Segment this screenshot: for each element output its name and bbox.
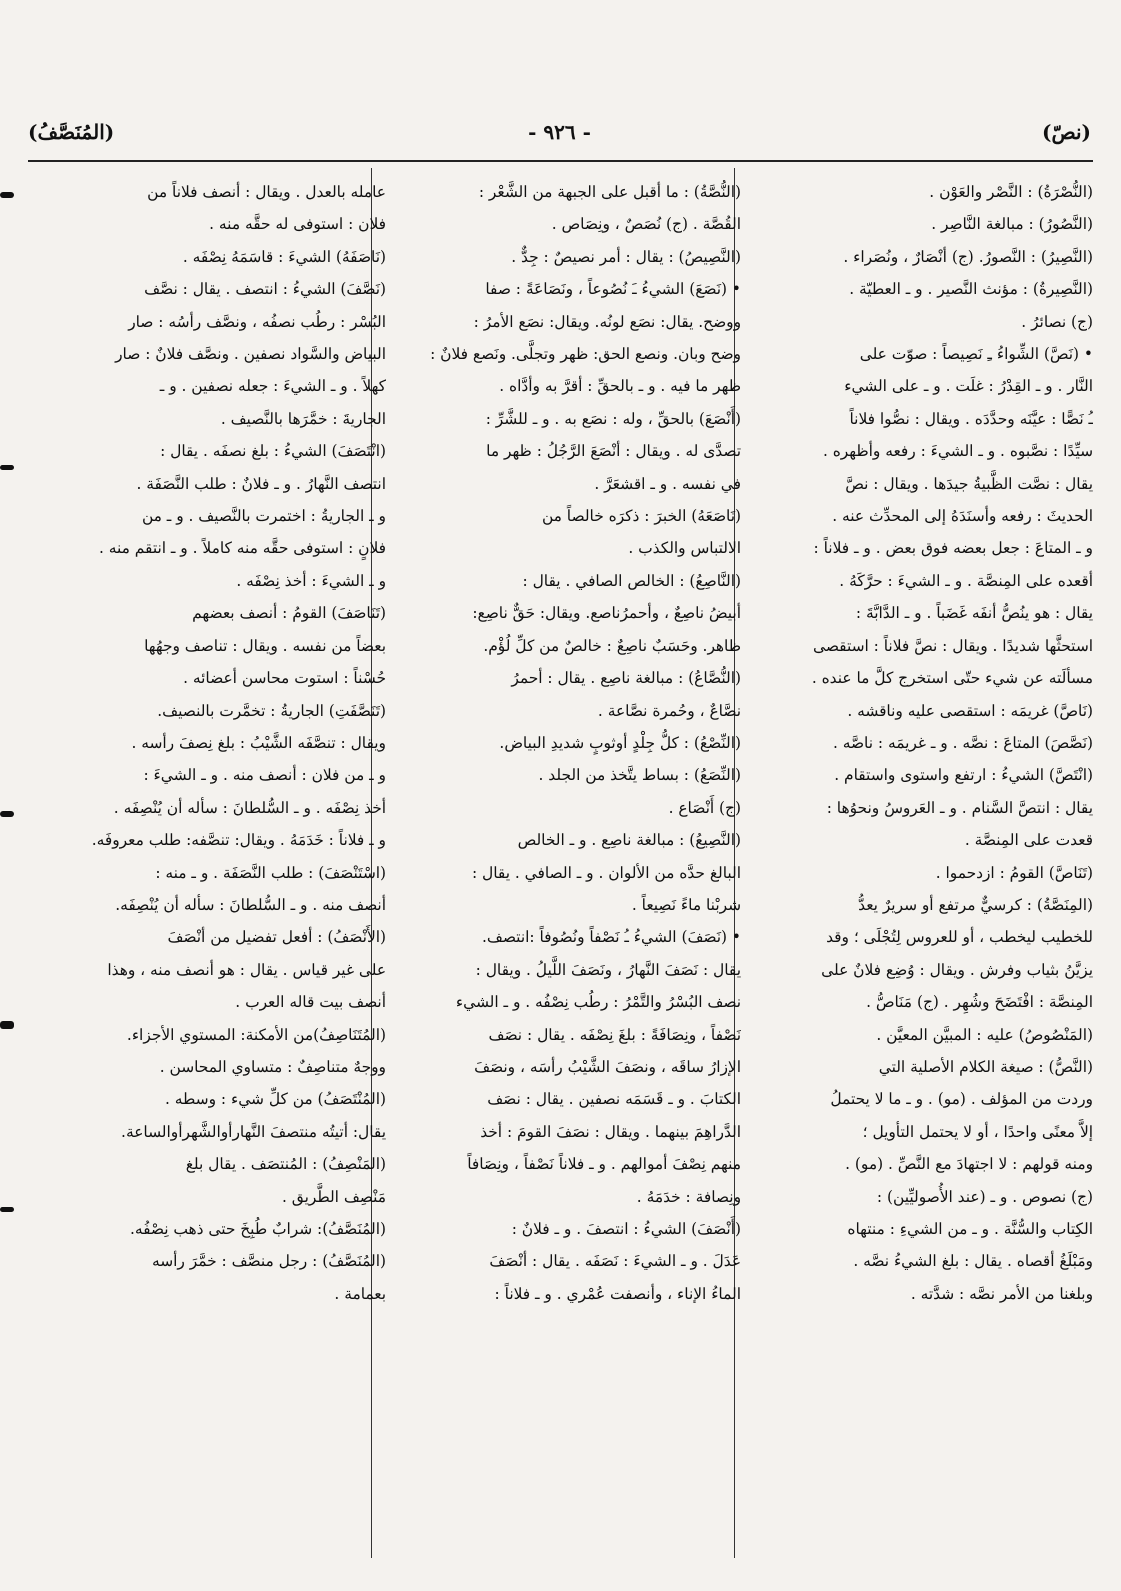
entry-line: (المُنْتَصَفُ) من كلِّ شيء : وسطه . xyxy=(165,1090,386,1109)
entry-line: نَصْفاً ، ونِصَافَةً : بلغَ نِصْفَه . يقال : نصَف xyxy=(488,1025,741,1044)
entry-line: (النَّصُورُ) : مبالغة النَّاصِر . xyxy=(931,215,1093,234)
entry-line: ويقال : تنصَّفَه الشَّيْبُ : بلغ نِصفَ رأسه . xyxy=(131,733,386,752)
entry-line: يقال : نصَّت الظَّبيةُ جيدَها . ويقال : نصَّ xyxy=(845,474,1093,493)
entry-line: (انْتَصَّ) الشيءُ : ارتفع واستوى واستقام . xyxy=(834,766,1093,785)
entry-line: (انْتَصَفَ) الشيءُ : بلغ نصفَه . يقال : xyxy=(160,442,386,461)
entry-line: ونِصافة : خدَمَهُ . xyxy=(636,1187,741,1206)
entry-line: البالغ حدَّه من الألوان . و ـ الصافي . يقال : xyxy=(471,863,741,882)
header-rule xyxy=(28,160,1093,162)
entry-line: (الأَنْصَفُ) : أفعل تفضيل من أنْصَفَ xyxy=(167,928,386,947)
page-header xyxy=(28,120,1091,150)
entry-line: ظاهر. وحَسَبٌ ناصِعٌ : خالصٌ من كلِّ لُؤْم. xyxy=(483,636,741,655)
entry-line: نصف البُسْرُ والتَّمْرُ : رطُب نِصْفُه . و ـ الشيء xyxy=(455,993,741,1012)
scan-margin-mark xyxy=(0,811,14,817)
entry-line: • (نَصَّ) الشِّواءُ ـِ نَصِيصاً : صوّت على xyxy=(859,345,1093,364)
column-right xyxy=(761,176,1093,1551)
entry-line: أبيضُ ناصِعٌ ، وأحمرُناصع. ويقال: حَقٌّ ناصِع: xyxy=(472,604,741,623)
entry-line: (النَّاصِعُ) : الخالص الصافي . يقال : xyxy=(522,571,741,590)
entry-line: الحديثَ : رفعه وأسنَدَهُ إلى المحدِّث عنه . xyxy=(832,507,1093,526)
entry-line: الإزارُ ساقَه ، ونصَفَ الشَّيْبُ رأسَه ، ونصَفَ xyxy=(474,1057,741,1076)
entry-line: (نَاصَعَهُ) الخبرَ : ذكرَه خالصاً من xyxy=(541,507,741,526)
entry-line: • (نَصَفَ) الشيءُ ـُ نَصْفاً ونُصُوفاً :انتصف. xyxy=(482,928,741,947)
entry-line: يقال : هو ينُصُّ أنفَه غَضَباً . و ـ الدَّابَّةَ : xyxy=(855,604,1093,623)
scan-margin-mark xyxy=(0,192,14,198)
scan-margin-mark xyxy=(0,1021,14,1029)
entry-line: (ج) نصوص . و ـ (عند الأُصوليِّين) : xyxy=(876,1187,1093,1206)
entry-line: و ـ المتاعَ : جعل بعضه فوق بعض . و ـ فلاناً : xyxy=(813,539,1093,558)
column-left xyxy=(31,176,386,1551)
entry-line: وردت من المؤلف . (مو) . و ـ ما لا يحتملُ xyxy=(830,1090,1093,1109)
entry-line: الدَّراهِمَ بينهما . ويقال : نصَفَ القومَ : أخذ xyxy=(480,1122,741,1141)
entry-line: سيِّدًا : نصَّبوه . و ـ الشيءَ : رفعه وأظهره . xyxy=(822,442,1093,461)
entry-line: الكِتاب والسُّنَّة . و ـ من الشيءِ : منتهاه xyxy=(847,1220,1093,1238)
entry-line: (النَّصِيصُ) : يقال : أمر نصيصٌ : جِدٌّ . xyxy=(511,247,741,266)
entry-line: (النِّصَعُ) : بساط يتَّخذ من الجلد . xyxy=(538,766,741,785)
entry-line: بعضاً من نفسه . ويقال : تناصف وجهُها xyxy=(144,636,386,655)
entry-line: البياض والسَّواد نصفين . ونصَّف فلانٌ : صار xyxy=(115,345,386,364)
entry-line: حُسْناً : استوت محاسن أعضائه . xyxy=(183,669,386,688)
entry-line: الالتباس والكذب . xyxy=(628,539,741,558)
entry-line: (النَّصِيعُ) : مبالغة ناصِع . و ـ الخالص xyxy=(517,831,741,850)
entry-line: ومنه قولهم : لا اجتهادَ مع النَّصِّ . (مو) . xyxy=(845,1155,1093,1174)
entry-line: النَّار . و ـ القِدْرُ : غلَت . و ـ على الشيء xyxy=(844,377,1093,396)
entry-line: و ـ الشيءَ : أخذ نِصْفَه . xyxy=(236,571,386,590)
entry-line: تصدَّى له . ويقال : أنْصَعَ الرَّجُلُ : ظهر ما xyxy=(486,442,741,461)
scan-margin-mark xyxy=(0,465,14,470)
entry-line: أنصف بيت قاله العرب . xyxy=(235,993,386,1012)
entry-line: عَدَلَ . و ـ الشيءَ : نَصَفَه . يقال : أنْصَفَ xyxy=(489,1252,741,1271)
entry-line: يقال : نَصَفَ النَّهارُ ، ونَصَفَ اللَّيلُ . ويقال : xyxy=(475,960,741,979)
entry-line: ظهر ما فيه . و ـ بالحقِّ : أقرَّ به وأدَّاه . xyxy=(499,377,741,396)
entry-line: بعمامة . xyxy=(334,1284,386,1303)
entry-line: نصَّاعٌ ، وحُمرة نصَّاعة . xyxy=(597,701,741,720)
entry-line: (النَّصِيرُ) : النَّصورُ. (ج) أنْصَارٌ ، ونُصَراء . xyxy=(843,247,1093,266)
entry-line: (أَنْصَعَ) بالحقِّ ، وله : نصَع به . و ـ للشَّرِّ : xyxy=(485,409,741,428)
entry-line: وبلغنا من الأمر نصَّه : شدَّته . xyxy=(910,1284,1093,1303)
entry-line: الكتابَ . و ـ قَسَمَه نصفين . يقال : نصَف xyxy=(487,1090,741,1109)
entry-line: (المَنْصِفُ) : المُنتصَف . يقال بلغ xyxy=(185,1155,386,1174)
entry-line: فلان : استوفى له حقَّه منه . xyxy=(209,215,386,234)
entry-line: و ـ فلاناً : خَدَمَهُ . ويقال: تنصَّفه: طلب معروفَه. xyxy=(91,831,386,850)
entry-line: للخطيب ليخطب ، أو للعروس لِتُجْلَى ؛ وقد xyxy=(826,928,1093,947)
entry-line: (النَّصُّ) : صيغة الكلام الأصلية التي xyxy=(878,1057,1093,1076)
column-middle xyxy=(406,176,741,1551)
entry-line: أقعده على المِنصَّة . و ـ الشيءَ : حرَّكَهُ . xyxy=(839,571,1093,590)
entry-line: (نَاصَفَهُ) الشيءَ : قاسَمَهُ نِصْفَه . xyxy=(182,247,386,266)
entry-line: يزيَّنُ بثياب وفرش . ويقال : وُضِع فلانٌ على xyxy=(821,960,1093,979)
entry-line: وضح وبان. ونصع الحق: ظهر وتجلَّى. ونَصع فلانٌ : xyxy=(430,345,741,364)
entry-line: عامله بالعدل . ويقال : أنصف فلاناً من xyxy=(147,183,386,201)
entry-line: (النِّصْعُ) : كلُّ جِلْدٍ أوثوبٍ شديدِ البياض. xyxy=(499,733,741,752)
entry-line: ومَبْلَغُ أقصاه . يقال : بلغ الشيءُ نصَّه . xyxy=(853,1252,1093,1271)
entry-line: (المُنَصَّفُ) : رجل منصَّف : خمَّرَ رأسه xyxy=(151,1252,386,1271)
entry-line: يقال: أتيتُه منتصفَ النَّهارأوالشَّهرأوالساعة. xyxy=(121,1122,386,1141)
header-last-entry: (المُنَصَّفُ) xyxy=(28,120,115,144)
page-number: - ٩٢٦ - xyxy=(528,120,591,144)
entry-line: (المُنَصَّفُ): شرابٌ طُبِخَ حتى ذهب نِصْفُه. xyxy=(129,1220,386,1238)
entry-line: (النَّصِيرةُ) : مؤنث النَّصير . و ـ العطيّة . xyxy=(849,280,1093,299)
entry-line: مسألَته عن شيء حتّى استخرج كلَّ ما عنده . xyxy=(811,669,1093,688)
entry-line: (المِنَصَّةُ) : كرسيٌّ مرتفع أو سريرٌ يعدُّ xyxy=(858,895,1093,914)
entry-line: كهلاً . و ـ الشيءَ : جعله نصفين . و ـ xyxy=(159,377,386,396)
entry-line: (المَنْصُوصُ) عليه : المبيَّن المعيَّن . xyxy=(876,1025,1093,1044)
entry-line: منهم نِصْفَ أموالهم . و ـ فلاناً نَصْفاً ، ونِصَافاً xyxy=(467,1155,741,1174)
entry-line: • (نَصَعَ) الشيءُ ـَ نُصُوعاً ، ونَصَاعَةً : صفا xyxy=(485,280,741,299)
entry-line: (اسْتَنْصَفَ) : طلب النَّصَفَة . و ـ منه : xyxy=(155,863,386,882)
entry-line: مَنْصِف الطَّريق . xyxy=(281,1187,386,1206)
entry-line: (ج) أَنْصَاع . xyxy=(668,798,741,817)
entry-line: انتصف النَّهارُ . و ـ فلانٌ : طلب النَّصَفَة . xyxy=(136,474,386,493)
entry-line: ووجهٌ متناصِفٌ : متساوي المحاسن . xyxy=(159,1057,386,1076)
entry-line: أنصف منه . و ـ السُّلطانَ : سأله أن يُنْصِفَه. xyxy=(115,895,386,914)
entry-line: و ـ من فلان : أنصف منه . و ـ الشيءَ : xyxy=(143,766,386,785)
entry-line: قعدت على المِنصَّة . xyxy=(964,831,1093,850)
entry-line: (أَنْصَفَ) الشيءُ : انتصفَ . و ـ فلانٌ : xyxy=(511,1220,741,1238)
entry-line: (تَنَاصَّ) القومُ : ازدحموا . xyxy=(935,863,1093,882)
entry-line: (المُتَنَاصِفُ)من الأمكنة: المستوي الأجزاء. xyxy=(126,1025,386,1044)
entry-line: المِنصَّة : افْتَضَحَ وشُهِر . (ج) مَنَاصُّ . xyxy=(866,993,1093,1012)
header-root-word: (نصّ) xyxy=(1042,120,1091,144)
entry-line: (نَصَّصَ) المتاعَ : نصَّه . و ـ غريمَه : ناصَّه . xyxy=(832,733,1093,752)
entry-line: فلانٍ : استوفى حقَّه منه كاملاً . و ـ انتقم منه . xyxy=(98,539,386,558)
entry-line: و ـ الجاريةُ : اختمرت بالنَّصيف . و ـ من xyxy=(141,507,386,526)
entry-line: شربْنا ماءً نَصِيعاً . xyxy=(631,895,741,914)
entry-line: (ج) نصائرُ . xyxy=(1021,312,1093,331)
entry-line: إلاَّ معنًى واحدًا ، أو لا يحتمل التأويل ؛ xyxy=(862,1122,1093,1141)
entry-line: ووضح. يقال: نصَع لونُه. ويقال: نصَع الأمرُ : xyxy=(473,312,741,331)
scan-margin-mark xyxy=(0,1207,14,1212)
entry-line: في نفسه . و ـ اقشعَرَّ . xyxy=(594,474,741,493)
entry-line: الماءُ الإناء ، وأنصفت عُمْري . و ـ فلاناً : xyxy=(494,1284,741,1303)
entry-line: (تَنَصَّفَتِ) الجاريةُ : تخمَّرت بالنصيف. xyxy=(157,701,386,720)
entry-line: استحثَّها شديدًا . ويقال : نصَّ فلاناً : استقصى xyxy=(813,636,1093,655)
entry-line: (النُّصَّاعُ) : مبالغة ناصِع . يقال : أحمرُ xyxy=(511,669,741,688)
entry-line: ـُ نَصًّا : عيَّنَه وحدَّدَه . ويقال : نصُّوا فلاناً xyxy=(849,409,1093,428)
entry-line: أخذ نِصْفَه . و ـ السُّلطانَ : سأله أن يُنْصِفَه . xyxy=(113,798,386,817)
entry-line: (نَاصَّ) غريمَه : استقصى عليه وناقشه . xyxy=(847,701,1093,720)
entry-line: يقال : انتصَّ السَّنام . و ـ العَروسُ ونحوُها : xyxy=(826,798,1093,817)
entry-line: (نَصَّفَ) الشيءُ : انتصف . يقال : نصَّف xyxy=(144,280,386,299)
entry-line: القُصَّة . (ج) نُصَصٌ ، ونِصَاص . xyxy=(551,215,741,234)
entry-line: (النُّصَّةُ) : ما أقبل على الجبهة من الشَّعْر : xyxy=(478,183,741,201)
entry-line: على غير قياس . يقال : هو أنصف منه ، وهذا xyxy=(107,960,386,979)
entry-line: (النُّصْرَةُ) : النَّصْر والعَوْن . xyxy=(929,183,1093,201)
entry-line: (تَنَاصَفَ) القومُ : أنصف بعضهم xyxy=(192,604,386,623)
entry-line: الجاريةَ : خمَّرَها بالنَّصيف . xyxy=(220,409,386,428)
entry-line: البُسْر : رطُب نصفُه ، ونصَّف رأسُه : صار xyxy=(128,312,386,331)
